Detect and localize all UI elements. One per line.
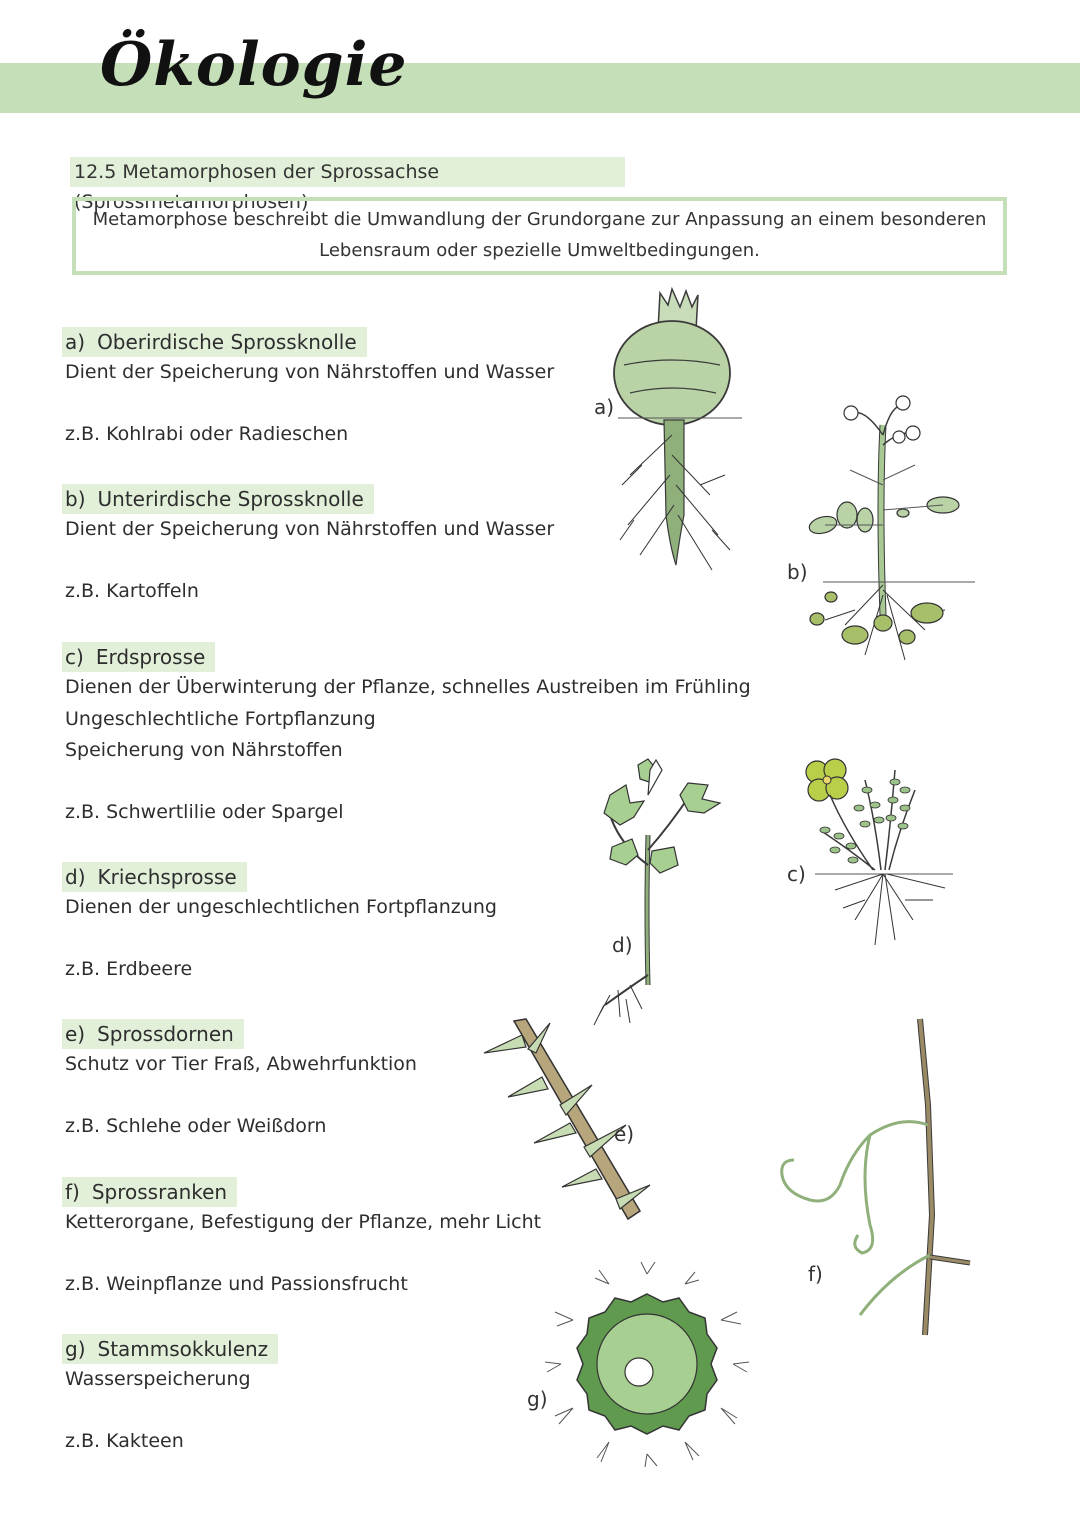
item-heading-text: Kriechsprosse (97, 865, 237, 889)
item-line: Ungeschlechtliche Fortpflanzung (65, 707, 376, 730)
item-heading (62, 327, 367, 357)
figure-label-e: e) (614, 1122, 635, 1146)
item-letter: c) (65, 645, 84, 669)
rhizome-plant-illustration (795, 750, 955, 950)
item-line: Speicherung von Nährstoffen (65, 739, 343, 761)
creeping-shoot-illustration (590, 755, 730, 1035)
item-line: Schutz vor Tier Fraß, Abwehrfunktion (65, 1053, 417, 1075)
item-heading-text: Oberirdische Sprossknolle (97, 330, 357, 354)
kohlrabi-illustration (600, 285, 760, 585)
item-line: Wasserspeicherung (65, 1368, 251, 1390)
section-title: 12.5 Metamorphosen der Sprossachse (Sprossmetamorphosen) (70, 157, 625, 187)
item-c (62, 642, 751, 827)
definition-box (72, 197, 1007, 275)
item-heading (62, 1177, 237, 1207)
item-letter: a) (65, 330, 86, 354)
item-example: z.B. Schwertlilie oder Spargel (65, 800, 344, 823)
figure-label-a: a) (594, 395, 615, 419)
item-letter: g) (65, 1337, 86, 1361)
definition-text: Metamorphose beschreibt die Umwandlung der Grundorgane zur Anpassung an einem besonderen Lebensraum oder spezielle Umweltbedingungen. (92, 209, 987, 261)
item-example: z.B. Erdbeere (65, 957, 193, 980)
tendril-shoot-illustration (770, 1015, 980, 1340)
item-example: z.B. Kartoffeln (65, 579, 199, 602)
item-b (62, 484, 662, 606)
item-line: Dienen der ungeschlechtlichen Fortpflanzung (65, 896, 497, 918)
item-heading (62, 1019, 244, 1049)
item-example: z.B. Kohlrabi oder Radieschen (65, 422, 349, 445)
item-letter: b) (65, 487, 86, 511)
item-example: z.B. Schlehe oder Weißdorn (65, 1114, 327, 1137)
item-example: z.B. Kakteen (65, 1429, 184, 1452)
item-a (62, 327, 662, 449)
figure-label-c: c) (787, 862, 806, 886)
item-line: Ketterorgane, Befestigung der Pflanze, mehr Licht (65, 1211, 542, 1233)
figure-label-d: d) (612, 933, 633, 957)
item-heading (62, 862, 247, 892)
figure-label-b: b) (787, 560, 808, 584)
page-title: Ökologie (100, 30, 408, 100)
item-d (62, 862, 662, 984)
item-heading (62, 484, 374, 514)
item-heading-text: Stammsokkulenz (97, 1337, 269, 1361)
figure-label-g: g) (527, 1387, 548, 1411)
item-line: Dient der Speicherung von Nährstoffen und Wasser (65, 361, 555, 383)
potato-plant-illustration (795, 385, 980, 670)
cactus-cross-section-illustration (545, 1262, 750, 1467)
item-heading-text: Sprossranken (91, 1180, 228, 1204)
item-heading-text: Unterirdische Sprossknolle (97, 487, 364, 511)
item-example: z.B. Weinpflanze und Passionsfrucht (65, 1272, 408, 1295)
item-line: Dient der Speicherung von Nährstoffen und Wasser (65, 518, 555, 540)
item-heading-text: Erdsprosse (95, 645, 206, 669)
figure-label-f: f) (808, 1262, 823, 1286)
item-letter: f) (65, 1180, 80, 1204)
item-heading-text: Sprossdornen (97, 1022, 234, 1046)
item-letter: e) (65, 1022, 86, 1046)
item-heading (62, 642, 215, 672)
item-heading (62, 1334, 278, 1364)
item-line: Dienen der Überwinterung der Pflanze, schnelles Austreiben im Frühling (65, 676, 751, 698)
item-letter: d) (65, 865, 86, 889)
